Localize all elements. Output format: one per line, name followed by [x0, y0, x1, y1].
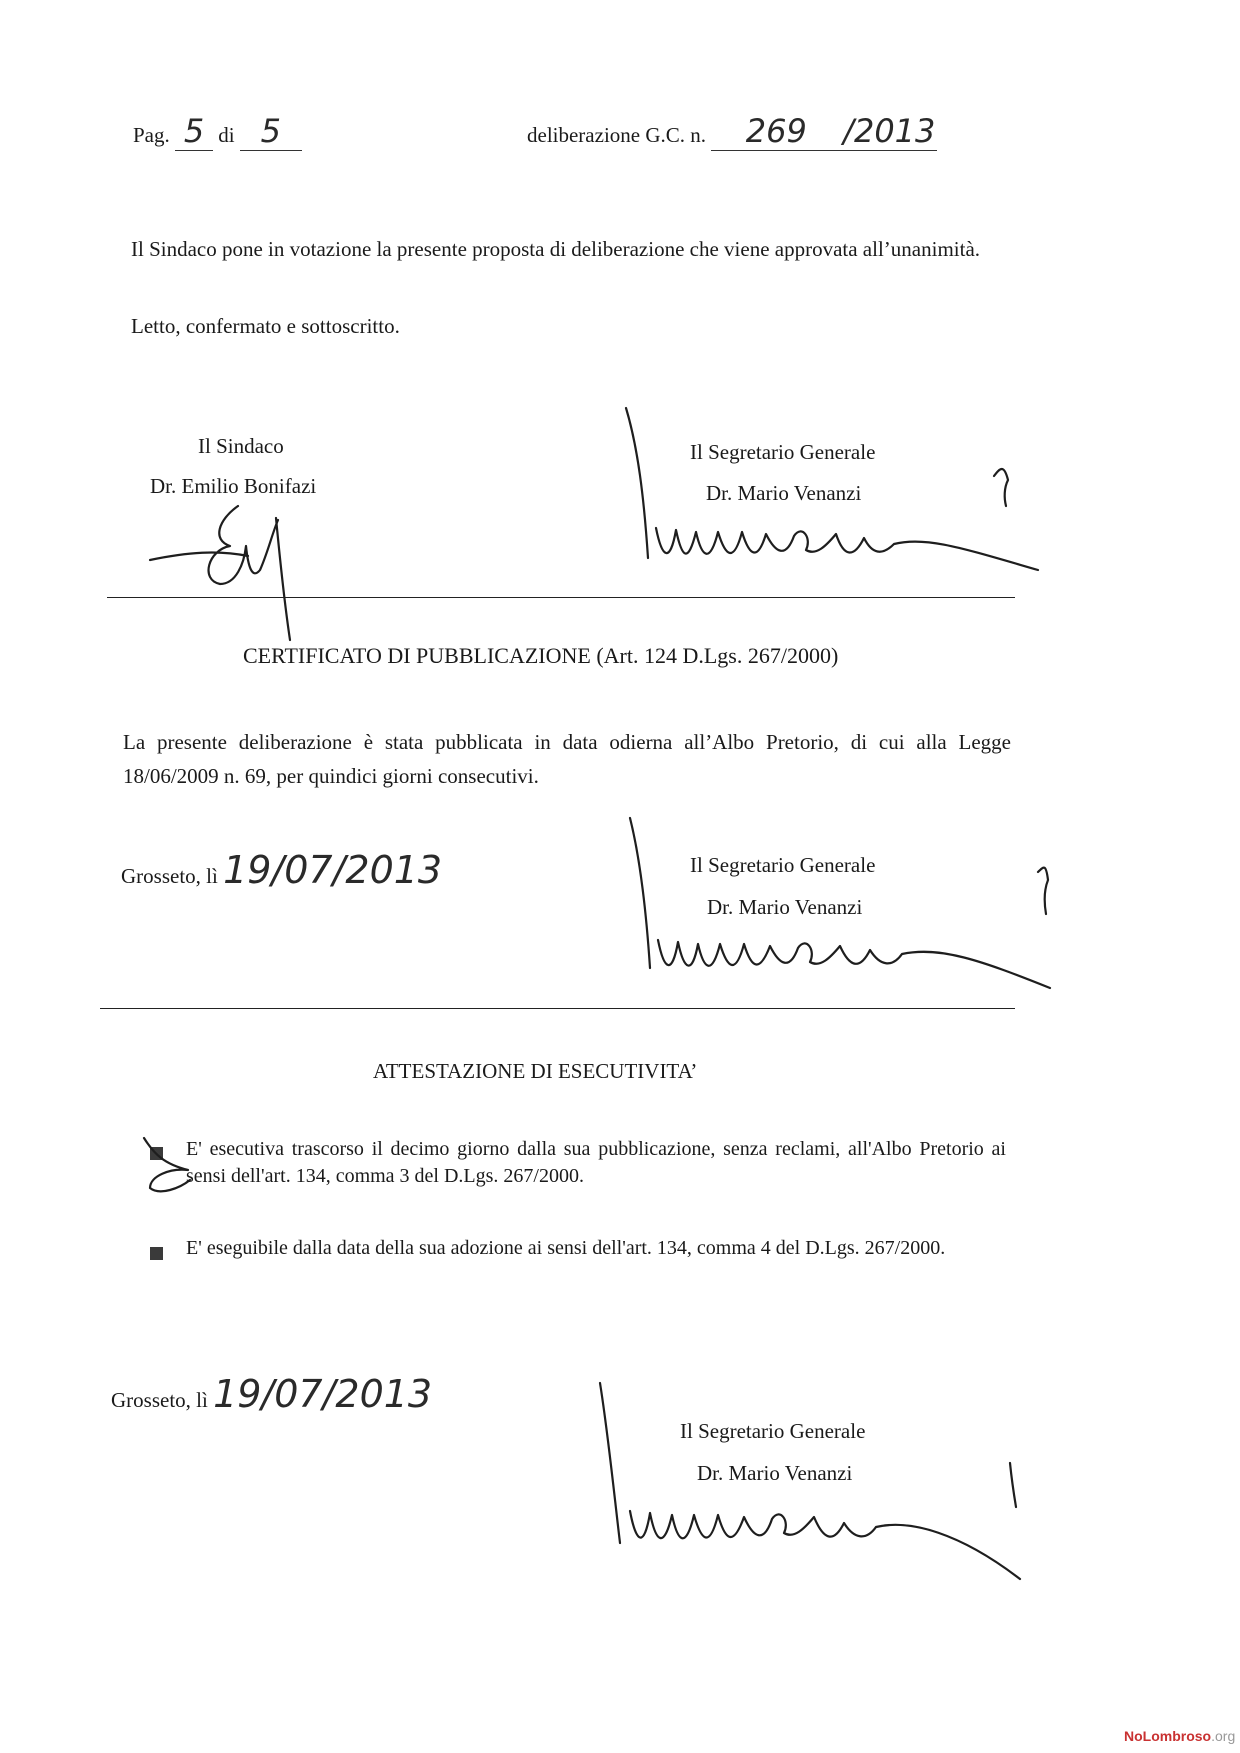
executivity-place: Grosseto, lì: [111, 1388, 208, 1412]
secretary-title-top: Il Segretario Generale: [690, 440, 876, 464]
approval-confirm: Letto, confermato e sottoscritto.: [131, 314, 400, 338]
executivity-secretary-name: Dr. Mario Venanzi: [697, 1461, 853, 1485]
publication-date: 19/07/2013: [223, 848, 443, 892]
option2-bullet: [150, 1247, 163, 1260]
option1-text: E' esecutiva trascorso il decimo giorno dalla sua pubblicazione, senza reclami, all'Albo Pretorio ai sensi dell'art. 134, comma 3 del D.Lgs. 267/2000.: [186, 1138, 1006, 1187]
page-current: 5: [175, 112, 213, 151]
secretary-signature-publication: [630, 818, 1050, 988]
secretary-signature-top: [626, 408, 1026, 578]
approval-text: Il Sindaco pone in votazione la presente proposta di deliberazione che viene approvata all’unanimità.: [131, 237, 981, 261]
section-divider-1: [107, 597, 1015, 598]
publication-secretary-title: Il Segretario Generale: [690, 853, 876, 877]
watermark: [1124, 1728, 1235, 1744]
publication-secretary-name: Dr. Mario Venanzi: [707, 895, 863, 919]
mayor-title: Il Sindaco: [198, 434, 284, 458]
watermark-brand: NoLombroso: [1124, 1728, 1212, 1744]
deliberation-number: [527, 112, 937, 151]
deliberation-year: /2013: [843, 112, 936, 150]
option2-text: E' eseguibile dalla data della sua adozione ai sensi dell'art. 134, comma 4 del D.Lgs. 267/2000.: [186, 1237, 946, 1259]
deliberation-num: 269: [711, 112, 841, 151]
watermark-tld: .org: [1211, 1728, 1236, 1744]
executivity-title: ATTESTAZIONE DI ESECUTIVITA’: [373, 1059, 698, 1083]
executivity-date-line: [111, 1372, 432, 1418]
secretary-name-top: Dr. Mario Venanzi: [706, 481, 862, 505]
section-divider-2: [100, 1008, 1015, 1009]
publication-place: Grosseto, lì: [121, 864, 218, 888]
page-of-label: di: [218, 123, 235, 147]
page-total: 5: [240, 112, 302, 151]
secretary-signature-executivity: [600, 1383, 1020, 1583]
mayor-name: Dr. Emilio Bonifazi: [150, 474, 317, 498]
executivity-date: 19/07/2013: [213, 1372, 433, 1416]
publication-title: CERTIFICATO DI PUBBLICAZIONE (Art. 124 D.Lgs. 267/2000): [243, 643, 839, 668]
executivity-secretary-title: Il Segretario Generale: [680, 1419, 866, 1443]
mayor-signature: [148, 500, 348, 660]
page-indicator: [133, 112, 302, 151]
publication-text: La presente deliberazione è stata pubblicata in data odierna all’Albo Pretorio, di cui alla Legge 18/06/2009 n. 69, per quindici giorni consecutivi.: [123, 730, 1011, 788]
page-label: Pag.: [133, 123, 170, 147]
deliberation-label: deliberazione G.C. n.: [527, 123, 707, 147]
publication-date-line: [121, 848, 442, 894]
